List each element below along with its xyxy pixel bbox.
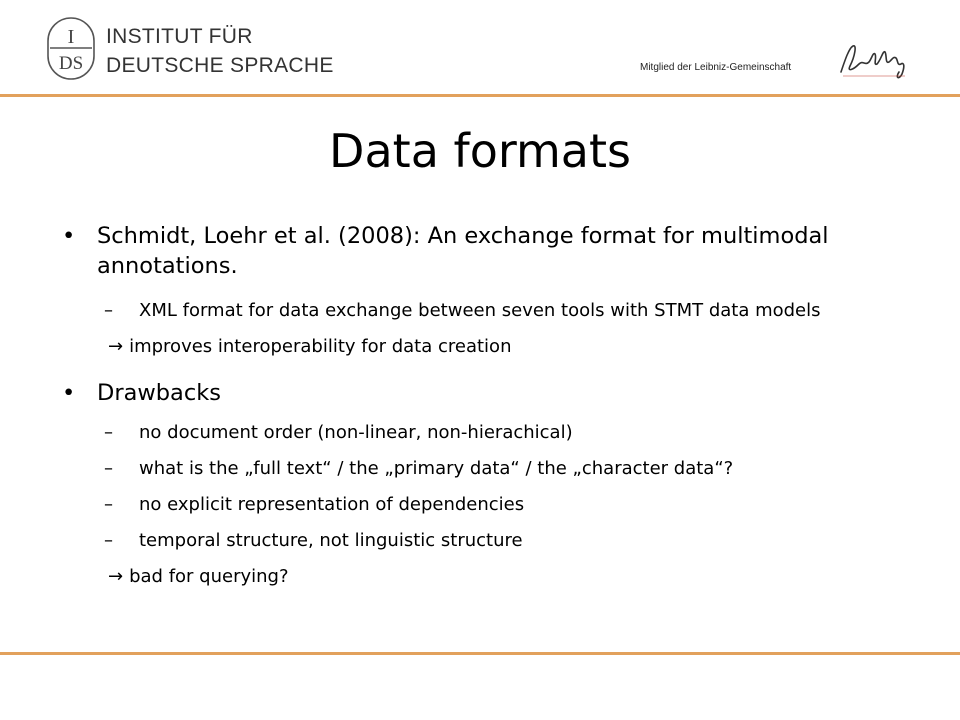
institute-line-1: INSTITUT FÜR bbox=[106, 25, 253, 48]
ids-logo bbox=[47, 17, 95, 80]
bullet-glyph: • bbox=[62, 380, 76, 406]
dash-glyph: – bbox=[104, 458, 113, 479]
svg-text:I: I bbox=[67, 26, 75, 48]
bullet-item bbox=[60, 378, 880, 408]
institute-name bbox=[106, 22, 334, 80]
arrow-icon: → bbox=[108, 336, 124, 357]
sub-item bbox=[60, 527, 880, 554]
sub-item bbox=[60, 455, 880, 482]
arrow-conclusion bbox=[60, 563, 880, 590]
leibniz-signature bbox=[835, 40, 910, 85]
ids-logo-mark bbox=[47, 17, 95, 80]
slide-title: Data formats bbox=[329, 124, 631, 178]
dash-glyph: – bbox=[104, 300, 113, 321]
footer-rule bbox=[0, 652, 960, 655]
sub-text: temporal structure, not linguistic structure bbox=[139, 530, 523, 551]
arrow-icon: → bbox=[108, 566, 124, 587]
sub-item bbox=[60, 297, 880, 324]
dash-glyph: – bbox=[104, 530, 113, 551]
bullet-text: Schmidt, Loehr et al. (2008): An exchange format for multimodal annotations. bbox=[97, 223, 829, 279]
arrow-conclusion bbox=[60, 333, 880, 360]
dash-glyph: – bbox=[104, 422, 113, 443]
svg-text:DS: DS bbox=[58, 53, 84, 74]
sub-text: XML format for data exchange between seven tools with STMT data models bbox=[139, 300, 821, 321]
sub-text: no explicit representation of dependencies bbox=[139, 494, 525, 515]
bullet-text: Drawbacks bbox=[97, 380, 221, 406]
sub-text: what is the „full text“ / the „primary data“ / the „character data“? bbox=[139, 458, 734, 479]
leibniz-logo bbox=[835, 40, 910, 85]
slide-body bbox=[60, 221, 880, 590]
bullet-glyph: • bbox=[62, 223, 76, 249]
header-rule bbox=[0, 94, 960, 97]
sub-item bbox=[60, 491, 880, 518]
arrow-text: bad for querying? bbox=[129, 566, 289, 587]
bullet-item bbox=[60, 221, 880, 281]
dash-glyph: – bbox=[104, 494, 113, 515]
sub-text: no document order (non-linear, non-hierachical) bbox=[139, 422, 573, 443]
membership-note: Mitglied der Leibniz-Gemeinschaft bbox=[640, 62, 792, 73]
sub-item bbox=[60, 419, 880, 446]
institute-line-2: DEUTSCHE SPRACHE bbox=[106, 54, 334, 77]
arrow-text: improves interoperability for data creation bbox=[129, 336, 512, 357]
